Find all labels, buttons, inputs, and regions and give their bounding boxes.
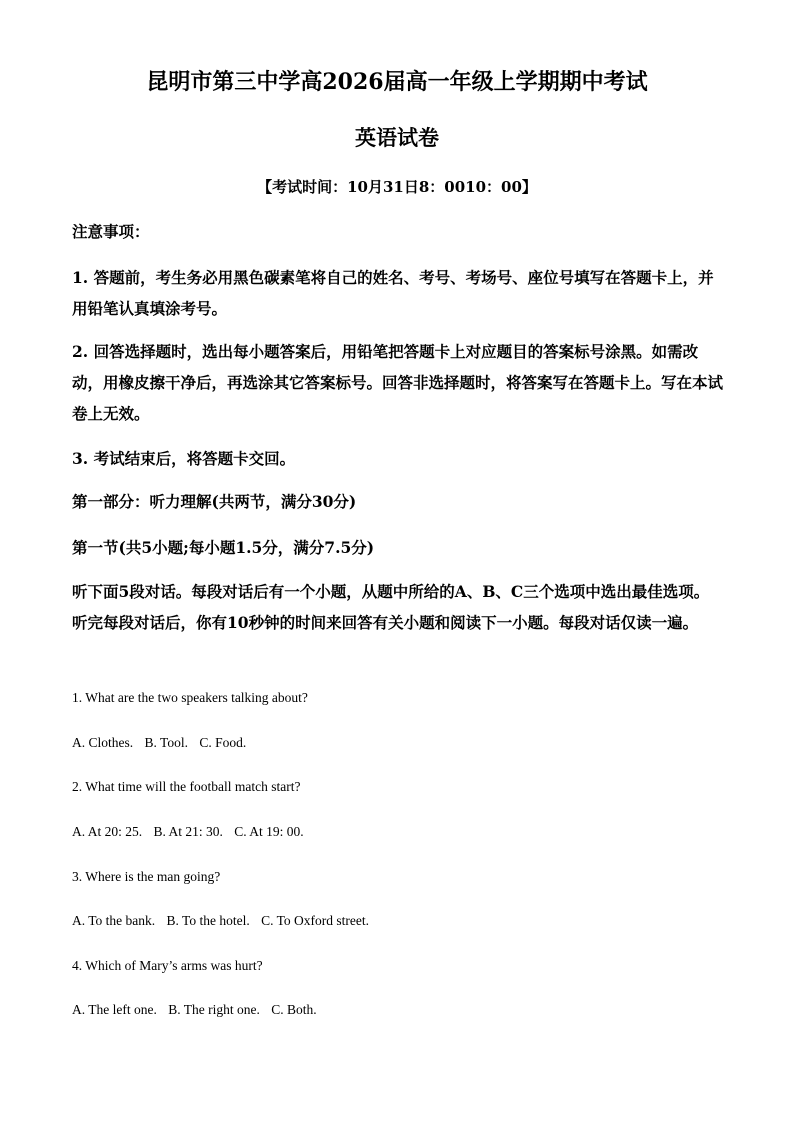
option-c: C. Food.	[199, 735, 247, 750]
note-item-3: 3. 考试结束后，将答题卡交回。	[72, 449, 296, 468]
option-b: B. To the hotel.	[166, 913, 250, 928]
notes-heading: 注意事项：	[72, 222, 150, 241]
part1-heading: 第一部分：听力理解(共两节，满分30分)	[72, 492, 357, 511]
question-options	[72, 822, 724, 842]
option-a: A. Clothes.	[72, 735, 134, 750]
option-a: A. To the bank.	[72, 913, 156, 928]
exam-title: 昆明市第三中学高2026届高一年级上学期期中考试	[146, 69, 648, 95]
question-stem: 4. Which of Mary’s arms was hurt?	[72, 958, 263, 973]
exam-time: 【考试时间：10月31日8：0010：00】	[257, 178, 537, 196]
question-stem: 3. Where is the man going?	[72, 869, 221, 884]
option-c: C. At 19: 00.	[234, 824, 304, 839]
note-item-2: 2. 回答选择题时，选出每小题答案后，用铅笔把答题卡上对应题目的答案标号涂黑。如需改动，用橡皮擦干净后，再选涂其它答案标号。回答非选择题时，将答案写在答题卡上。写在本试卷上无效。	[72, 342, 724, 423]
option-a: A. At 20: 25.	[72, 824, 143, 839]
question-stem: 1. What are the two speakers talking about?	[72, 690, 308, 705]
option-b: B. The right one.	[168, 1002, 260, 1017]
option-c: C. Both.	[271, 1002, 317, 1017]
option-a: A. The left one.	[72, 1002, 157, 1017]
note-item-1: 1. 答题前，考生务必用黑色碳素笔将自己的姓名、考号、考场号、座位号填写在答题卡上，并用铅笔认真填涂考号。	[72, 268, 714, 318]
option-b: B. At 21: 30.	[153, 824, 223, 839]
section1-heading: 第一节(共5小题;每小题1.5分，满分7.5分)	[72, 538, 375, 557]
exam-subtitle: 英语试卷	[355, 125, 439, 150]
question-options	[72, 1000, 724, 1020]
question-options	[72, 911, 724, 931]
option-b: B. Tool.	[144, 735, 188, 750]
option-c: C. To Oxford street.	[261, 913, 370, 928]
question-stem: 2. What time will the football match start?	[72, 779, 301, 794]
listening-instructions: 听下面5段对话。每段对话后有一个小题，从题中所给的A、B、C三个选项中选出最佳选项。听完每段对话后，你有10秒钟的时间来回答有关小题和阅读下一小题。每段对话仅读一遍。	[72, 582, 710, 632]
question-options	[72, 733, 724, 753]
